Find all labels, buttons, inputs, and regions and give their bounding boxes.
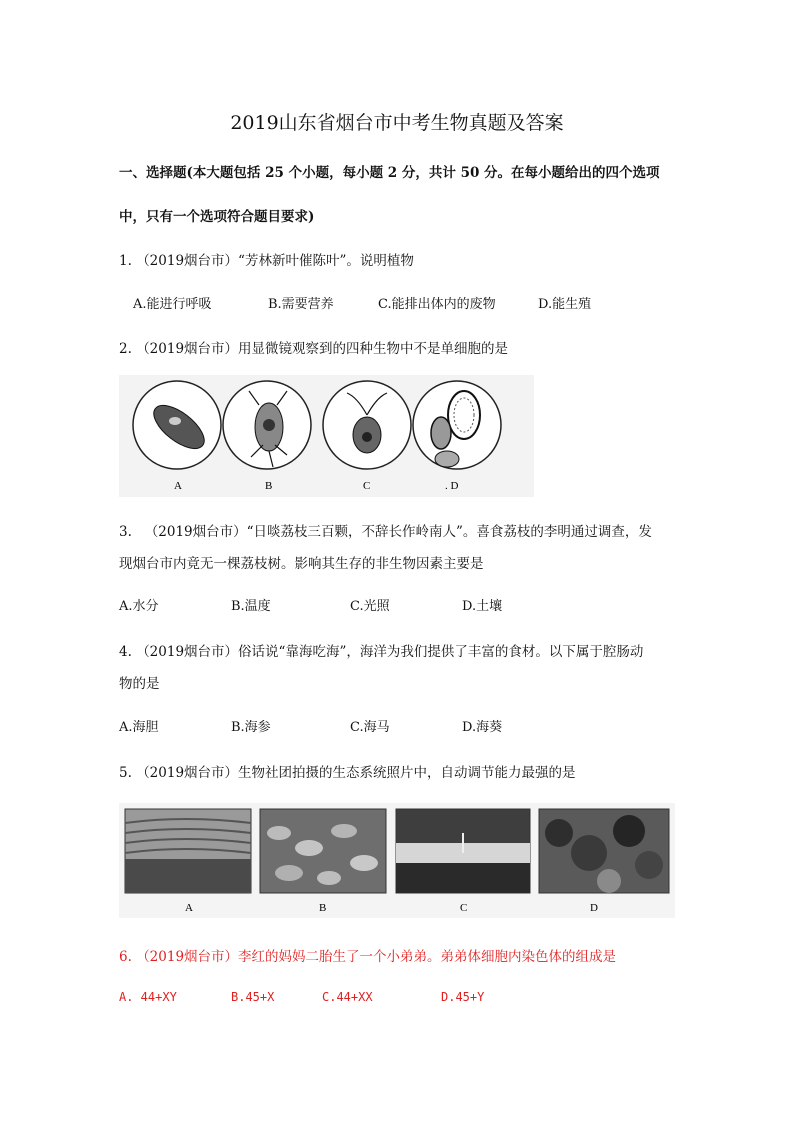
q5-number: 5. [119,765,132,781]
question-5 [119,761,576,781]
question-3 [119,520,652,540]
figure-label-b: B [265,480,273,492]
question-2 [119,337,508,357]
q3-text: “日啖荔枝三百颗，不辞长作岭南人”。喜食荔枝的李明通过调查，发 [246,524,652,540]
q4-option-a: A.海胆 [119,720,159,735]
q6-source: （2019烟台市） [136,949,239,965]
photo-b-pond-icon [260,809,386,893]
section-heading-line2: 中，只有一个选项符合题目要求) [119,209,315,225]
q3-option-c: C.光照 [350,599,390,614]
q3-option-a: A.水分 [119,599,159,614]
q2-source: （2019烟台市） [136,341,239,357]
q1-option-b: B.需要营养 [268,297,334,312]
q1-text: “芳林新叶催陈叶”。说明植物 [238,253,414,269]
q4-option-c: C.海马 [350,720,390,735]
q4-option-b: B.海参 [231,720,271,735]
q4-number: 4. [119,644,132,660]
q6-option-b: B.45+X [231,990,275,1004]
q1-option-a: A.能进行呼吸 [133,297,212,312]
photo-label-a: A [185,902,193,914]
q1-number: 1. [119,253,132,269]
question-4 [119,640,643,660]
q6-option-a: A. 44+XY [119,990,177,1004]
figure-label-d: . D [445,480,459,492]
q2-microscope-figure [119,375,534,497]
photo-c-wetland-icon [396,809,530,893]
q3-number: 3. [119,524,132,540]
photo-a-farmland-icon [125,809,251,893]
organism-a-paramecium-icon [133,381,221,469]
q5-ecosystem-figure [119,803,675,918]
photo-label-b: B [319,902,327,914]
q6-number: 6. [119,949,132,965]
q6-option-d: D.45+Y [441,990,485,1004]
page-title: 2019山东省烟台市中考生物真题及答案 [230,112,564,134]
q3-option-d: D.土壤 [462,599,503,614]
q3-source: （2019烟台市） [144,524,247,540]
figure-label-c: C [363,480,371,492]
organism-c-chlamydomonas-icon [323,381,411,469]
section-heading-line1: 一、选择题(本大题包括 25 个小题，每小题 2 分，共计 50 分。在每小题给出的四个选项 [119,165,660,181]
photo-d-forest-icon [539,809,669,893]
organism-b-hydra-icon [223,381,311,469]
q6-option-c: C.44+XX [322,990,373,1004]
q6-text: 李红的妈妈二胎生了一个小弟弟。弟弟体细胞内染色体的组成是 [238,949,617,965]
q3-option-b: B.温度 [231,599,271,614]
question-1 [119,249,414,269]
q4-text: 俗话说“靠海吃海”，海洋为我们提供了丰富的食材。以下属于腔肠动 [238,644,644,660]
question-6 [119,945,616,965]
figure-label-a: A [174,480,182,492]
q4-text-continued: 物的是 [119,676,160,692]
q2-number: 2. [119,341,132,357]
q1-option-c: C.能排出体内的废物 [378,297,496,312]
q5-text: 生物社团拍摄的生态系统照片中，自动调节能力最强的是 [238,765,576,781]
q4-option-d: D.海葵 [462,720,503,735]
organism-d-yeast-icon [413,381,501,469]
q4-source: （2019烟台市） [136,644,239,660]
q1-source: （2019烟台市） [136,253,239,269]
q2-text: 用显微镜观察到的四种生物中不是单细胞的是 [238,341,509,357]
photo-label-d: D [590,902,598,914]
q5-source: （2019烟台市） [136,765,239,781]
q3-text-continued: 现烟台市内竟无一棵荔枝树。影响其生存的非生物因素主要是 [119,556,484,572]
q1-option-d: D.能生殖 [538,297,592,312]
photo-label-c: C [460,902,468,914]
